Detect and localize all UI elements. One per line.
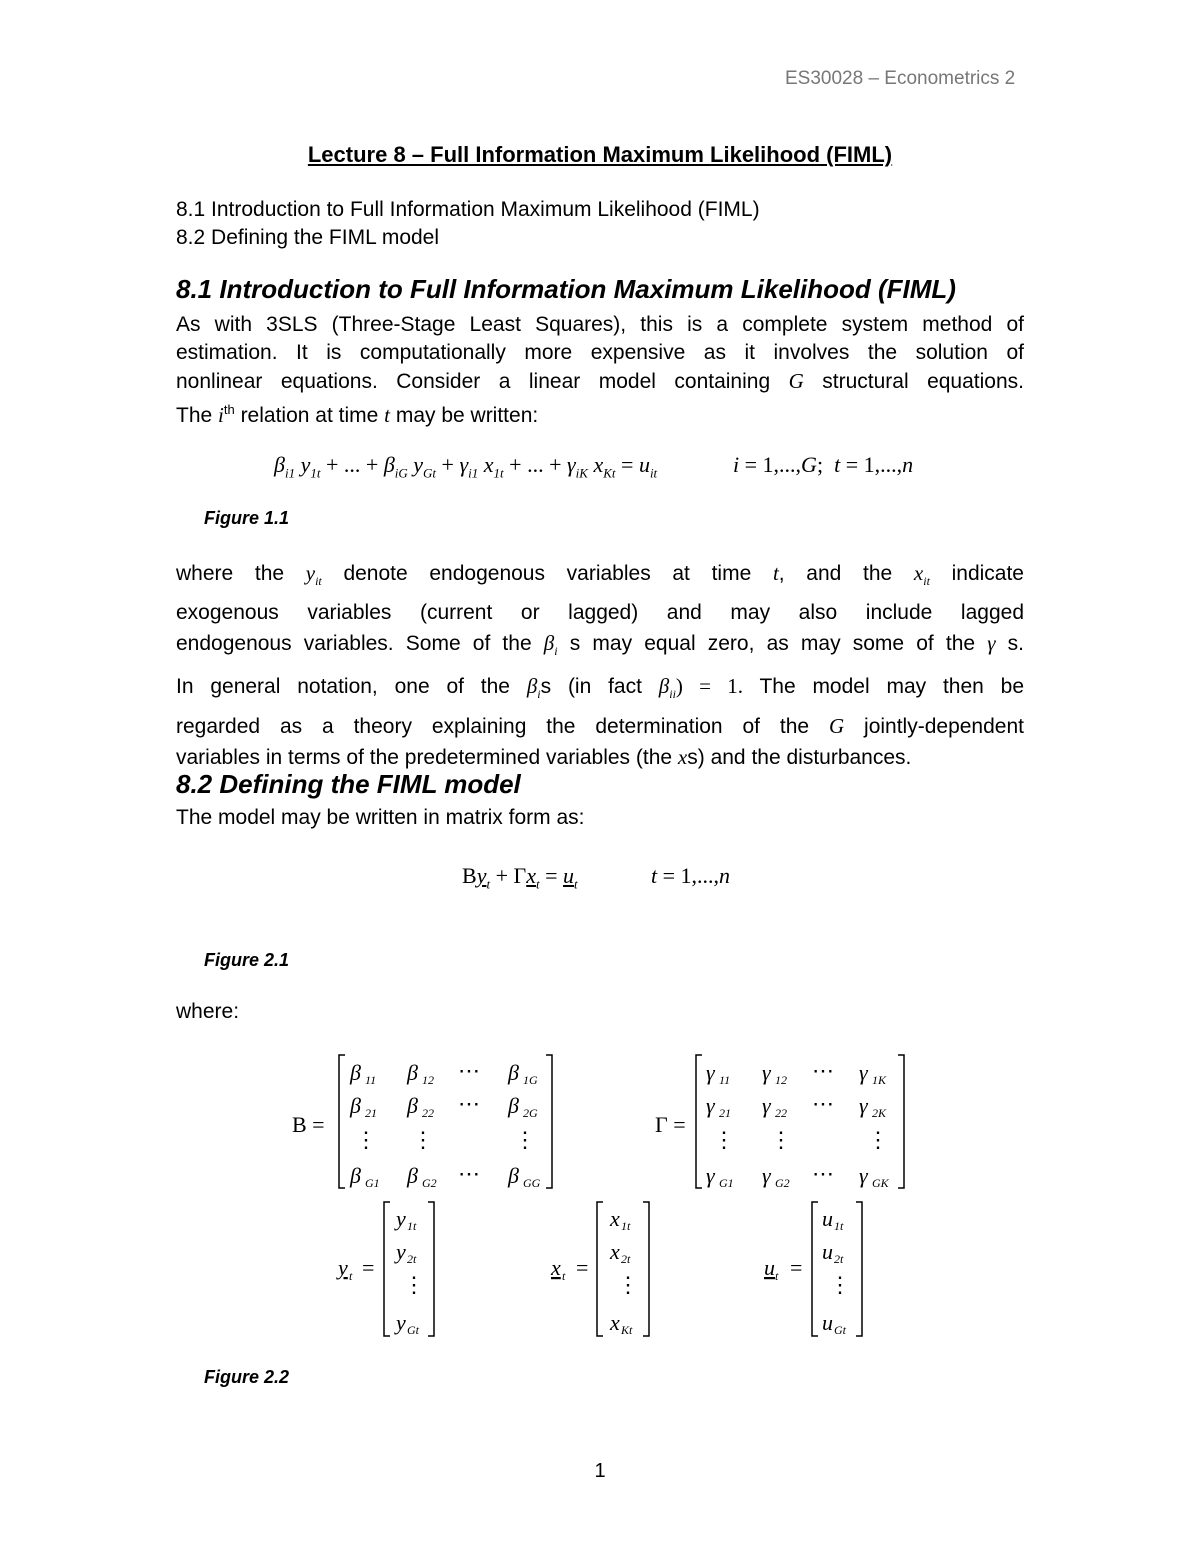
para-line: estimation. It is computationally more expensive as it involves the solution of — [176, 341, 1024, 364]
para-text: The — [176, 404, 213, 427]
svg-text:β: β — [407, 1093, 418, 1118]
para-text: , and the — [778, 562, 893, 585]
svg-text:t: t — [562, 1269, 566, 1283]
svg-text:γ: γ — [859, 1093, 868, 1118]
section-heading-8-1: 8.1 Introduction to Full Information Maximum Likelihood (FIML) — [176, 274, 956, 304]
svg-text:β: β — [407, 1060, 418, 1085]
svg-text:22: 22 — [422, 1106, 434, 1120]
svg-text:2t: 2t — [407, 1252, 417, 1266]
svg-text:x: x — [610, 1206, 620, 1231]
matrix-equation: $By_t + \Gamma x_t = u_t$ — [462, 863, 578, 892]
para-text: structural equations. — [822, 370, 1024, 393]
para-text: regarded as a theory explaining the determination of the — [176, 714, 810, 738]
svg-text:⋮: ⋮ — [713, 1127, 735, 1152]
svg-text:⋮: ⋮ — [403, 1272, 425, 1297]
section-heading-8-2: 8.2 Defining the FIML model — [176, 769, 521, 799]
toc-item-2: 8.2 Defining the FIML model — [176, 226, 440, 249]
svg-text:22: 22 — [775, 1106, 787, 1120]
figure-label-1-1: Figure 1.1 — [204, 508, 290, 528]
para-text: relation at time — [240, 404, 379, 427]
para-line: The $i^{th}$ relation at time t may be written: — [176, 402, 539, 427]
svg-text:21: 21 — [365, 1106, 377, 1120]
para-text: where the — [176, 562, 285, 585]
svg-text:1t: 1t — [407, 1219, 417, 1233]
svg-text:1t: 1t — [621, 1219, 631, 1233]
svg-text:GK: GK — [872, 1176, 889, 1190]
svg-text:γ: γ — [706, 1093, 715, 1118]
svg-text:x: x — [610, 1310, 620, 1335]
svg-text:G1: G1 — [365, 1176, 380, 1190]
svg-text:x: x — [610, 1239, 620, 1264]
svg-text:β: β — [508, 1060, 519, 1085]
svg-text:γ: γ — [706, 1163, 715, 1188]
svg-text:⋯: ⋯ — [458, 1161, 480, 1186]
para-line: As with 3SLS (Three-Stage Least Squares), this is a complete system method of — [176, 313, 1024, 336]
svg-text:⋮: ⋮ — [412, 1127, 434, 1152]
para-text: indicate — [951, 562, 1024, 585]
svg-text:G2: G2 — [422, 1176, 437, 1190]
para-text: In general notation, one of the — [176, 675, 510, 699]
svg-text:t: t — [349, 1269, 353, 1283]
para-line: regarded as a theory explaining the determination of the G jointly-dependent — [176, 713, 1024, 738]
svg-text:⋯: ⋯ — [812, 1091, 834, 1116]
svg-text:12: 12 — [775, 1073, 787, 1087]
equation-index-range: i = 1,...,G; t = 1,...,n — [733, 452, 914, 477]
svg-text:2K: 2K — [872, 1106, 887, 1120]
svg-text:2t: 2t — [621, 1252, 631, 1266]
svg-text:⋮: ⋮ — [867, 1127, 889, 1152]
where-label: where: — [176, 1000, 240, 1023]
svg-text:⋮: ⋮ — [355, 1127, 377, 1152]
svg-text:11: 11 — [719, 1073, 731, 1087]
svg-text:⋮: ⋮ — [770, 1127, 792, 1152]
svg-text:γ: γ — [762, 1163, 771, 1188]
svg-text:β: β — [508, 1163, 519, 1188]
para-line: exogenous variables (current or lagged) and may also include lagged — [176, 601, 1024, 625]
svg-text:β: β — [350, 1163, 361, 1188]
running-header: ES30028 – Econometrics 2 — [785, 68, 1016, 89]
svg-text:t: t — [775, 1269, 779, 1283]
svg-text:12: 12 — [422, 1073, 434, 1087]
para-text: s (in fact — [540, 675, 642, 699]
para-text: variables in terms of the predetermined variables (the — [176, 745, 673, 769]
para-text: nonlinear equations. Consider a linear model containing — [176, 370, 771, 393]
para-line: endogenous variables. Some of the $\beta_i$ s may equal zero, as may some of the γ s. — [176, 631, 1025, 659]
para-text: The model may then be — [759, 675, 1024, 699]
para-text: endogenous variables. Some of the — [176, 632, 532, 656]
para-line: In general notation, one of the $\beta_is$ (in fact $\beta_{ii}) = 1$. The model may then be — [176, 674, 1024, 702]
svg-text:⋯: ⋯ — [458, 1058, 480, 1083]
svg-text:1t: 1t — [834, 1219, 844, 1233]
svg-text:G2: G2 — [775, 1176, 790, 1190]
svg-text:Γ =: Γ = — [655, 1112, 686, 1137]
svg-text:β: β — [350, 1060, 361, 1085]
para-text: s may equal zero, as may some of the — [569, 632, 976, 656]
page-number: 1 — [594, 1460, 606, 1482]
svg-text:G1: G1 — [719, 1176, 734, 1190]
structural-equation: $\beta_{i1}$ $y_{1t}$ + ... + $\beta_{iG}$ $y_{Gt} + \gamma_{i1}$ $x_{1t}$ + ... + $\gamma_{iK}$ $x_{Kt} = u_{it}$ — [274, 452, 658, 481]
svg-text:β: β — [407, 1163, 418, 1188]
svg-text:⋯: ⋯ — [812, 1161, 834, 1186]
para-text: denote endogenous variables at time — [343, 562, 752, 585]
svg-text:y: y — [396, 1239, 406, 1264]
svg-text:=: = — [576, 1255, 589, 1280]
svg-text:Gt: Gt — [834, 1323, 846, 1337]
svg-text:y: y — [396, 1206, 406, 1231]
svg-text:u: u — [822, 1310, 833, 1335]
svg-text:y: y — [338, 1255, 348, 1280]
svg-text:⋮: ⋮ — [617, 1272, 639, 1297]
svg-text:⋮: ⋮ — [514, 1127, 536, 1152]
svg-text:u: u — [822, 1206, 833, 1231]
svg-text:⋮: ⋮ — [829, 1272, 851, 1297]
svg-text:Gt: Gt — [407, 1323, 419, 1337]
figure-label-2-2: Figure 2.2 — [204, 1367, 290, 1387]
para-line: variables in terms of the predetermined variables (the xs) and the disturbances. — [176, 744, 912, 769]
svg-text:B =: B = — [292, 1112, 325, 1137]
svg-text:y: y — [396, 1310, 406, 1335]
svg-text:β: β — [350, 1093, 361, 1118]
svg-text:γ: γ — [706, 1060, 715, 1085]
svg-text:u: u — [822, 1239, 833, 1264]
figure-label-2-1: Figure 2.1 — [204, 950, 290, 970]
para-text: jointly-dependent — [864, 714, 1024, 738]
svg-text:21: 21 — [719, 1106, 731, 1120]
toc-item-1: 8.1 Introduction to Full Information Maximum Likelihood (FIML) — [176, 198, 760, 221]
svg-text:⋯: ⋯ — [812, 1058, 834, 1083]
svg-text:GG: GG — [523, 1176, 541, 1190]
svg-text:=: = — [790, 1255, 803, 1280]
svg-text:11: 11 — [365, 1073, 377, 1087]
svg-text:β: β — [508, 1093, 519, 1118]
svg-text:1K: 1K — [872, 1073, 887, 1087]
para-text: s. — [1007, 632, 1025, 656]
svg-text:=: = — [362, 1255, 375, 1280]
svg-text:u: u — [764, 1255, 775, 1280]
matrix-form-intro: The model may be written in matrix form as: — [176, 806, 585, 829]
para-text: may be written: — [395, 404, 539, 427]
para-line: nonlinear equations. Consider a linear model containing G structural equations. — [176, 369, 1024, 393]
svg-text:2t: 2t — [834, 1252, 844, 1266]
svg-text:Kt: Kt — [621, 1323, 633, 1337]
svg-text:⋯: ⋯ — [458, 1091, 480, 1116]
para-line: where the $y_{it}$ denote endogenous variables at time t, and the $x_{it}$ indicate — [176, 561, 1024, 589]
svg-text:1G: 1G — [523, 1073, 538, 1087]
svg-text:γ: γ — [762, 1093, 771, 1118]
svg-text:γ: γ — [859, 1060, 868, 1085]
para-text: s) and the disturbances. — [687, 745, 912, 769]
svg-text:γ: γ — [859, 1163, 868, 1188]
svg-text:x: x — [551, 1255, 561, 1280]
lecture-title: Lecture 8 – Full Information Maximum Likelihood (FIML) — [307, 142, 893, 167]
svg-text:γ: γ — [762, 1060, 771, 1085]
matrix-equation-range: t = 1,...,n — [651, 863, 731, 888]
svg-text:2G: 2G — [523, 1106, 538, 1120]
